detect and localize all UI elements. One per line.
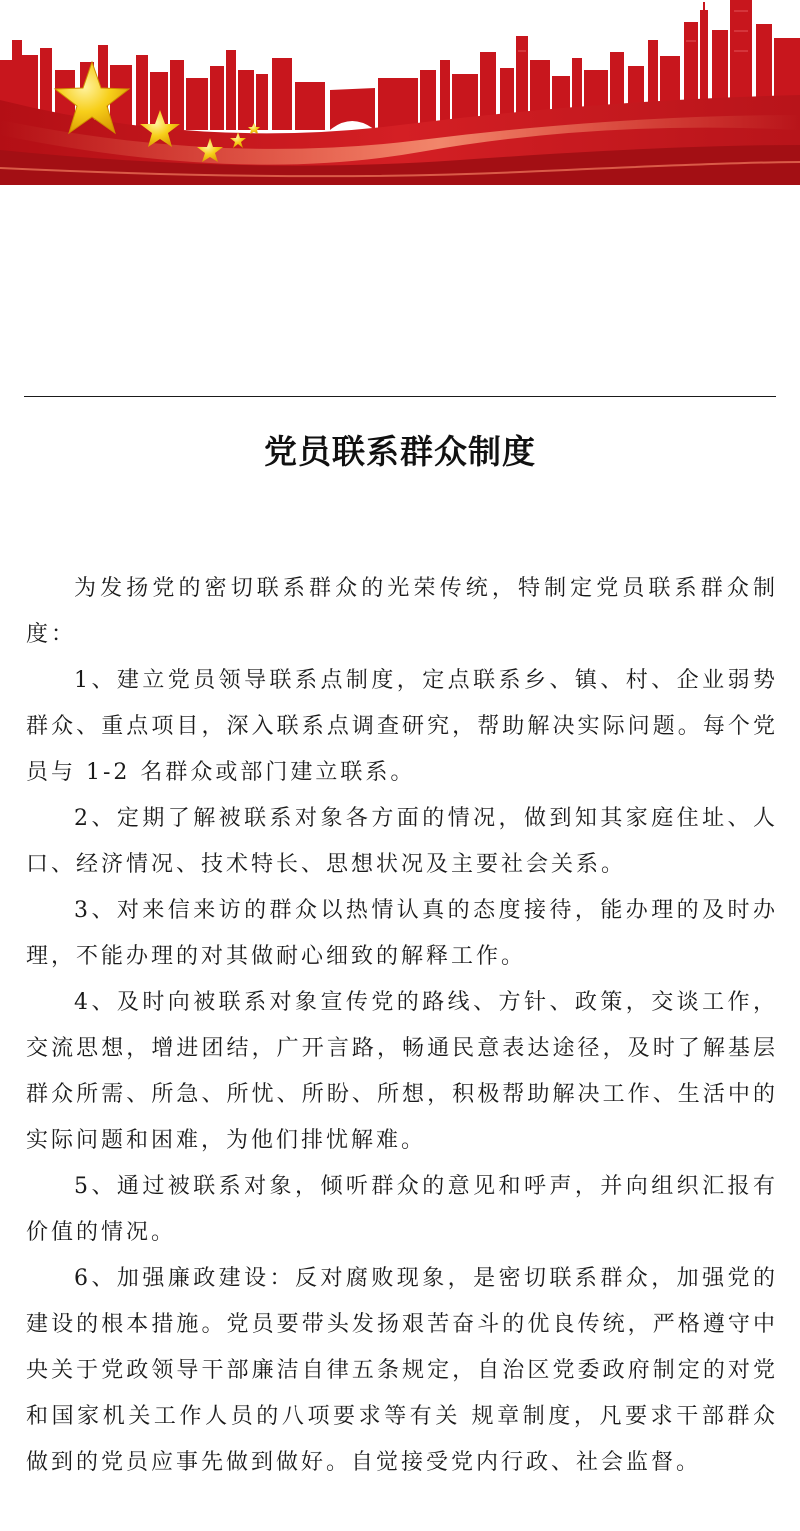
paragraph-intro: 为发扬党的密切联系群众的光荣传统，特制定党员联系群众制度： [26, 576, 778, 647]
paragraph-item-4: 4、及时向被联系对象宣传党的路线、方针、政策，交谈工作，交流思想，增进团结，广开言路，畅通民意表达途径，及时了解基层群众所需、所急、所忧、所盼、所想，积极帮助解决工作、生活中的实际问题和困难，为他们排忧解难。 [26, 990, 778, 1153]
paragraph-item-6: 6、加强廉政建设：反对腐败现象，是密切联系群众，加强党的建设的根本措施。党员要带头发扬艰苦奋斗的优良传统，严格遵守中央关于党政领导干部廉洁自律五条规定，自治区党委政府制定的对党和国家机关工作人员的八项要求等有关 规章制度，凡要求干部群众做到的党员应事先做到做好。自觉接受党内行政、社会监督。 [26, 1266, 778, 1475]
city-skyline-banner-graphic [0, 0, 800, 185]
document-title: 党员联系群众制度 [264, 432, 536, 471]
document-body [26, 566, 778, 1486]
paragraph-item-1: 1、建立党员领导联系点制度，定点联系乡、镇、村、企业弱势群众、重点项目，深入联系点调查研究，帮助解决实际问题。每个党员与 1-2 名群众或部门建立联系。 [26, 668, 778, 785]
divider-line [24, 396, 776, 397]
header-banner [0, 0, 800, 185]
paragraph-item-5: 5、通过被联系对象，倾听群众的意见和呼声，并向组织汇报有价值的情况。 [26, 1174, 778, 1245]
paragraph-item-3: 3、对来信来访的群众以热情认真的态度接待，能办理的及时办理，不能办理的对其做耐心细致的解释工作。 [26, 898, 778, 969]
paragraph-item-2: 2、定期了解被联系对象各方面的情况，做到知其家庭住址、人口、经济情况、技术特长、思想状况及主要社会关系。 [26, 806, 778, 877]
